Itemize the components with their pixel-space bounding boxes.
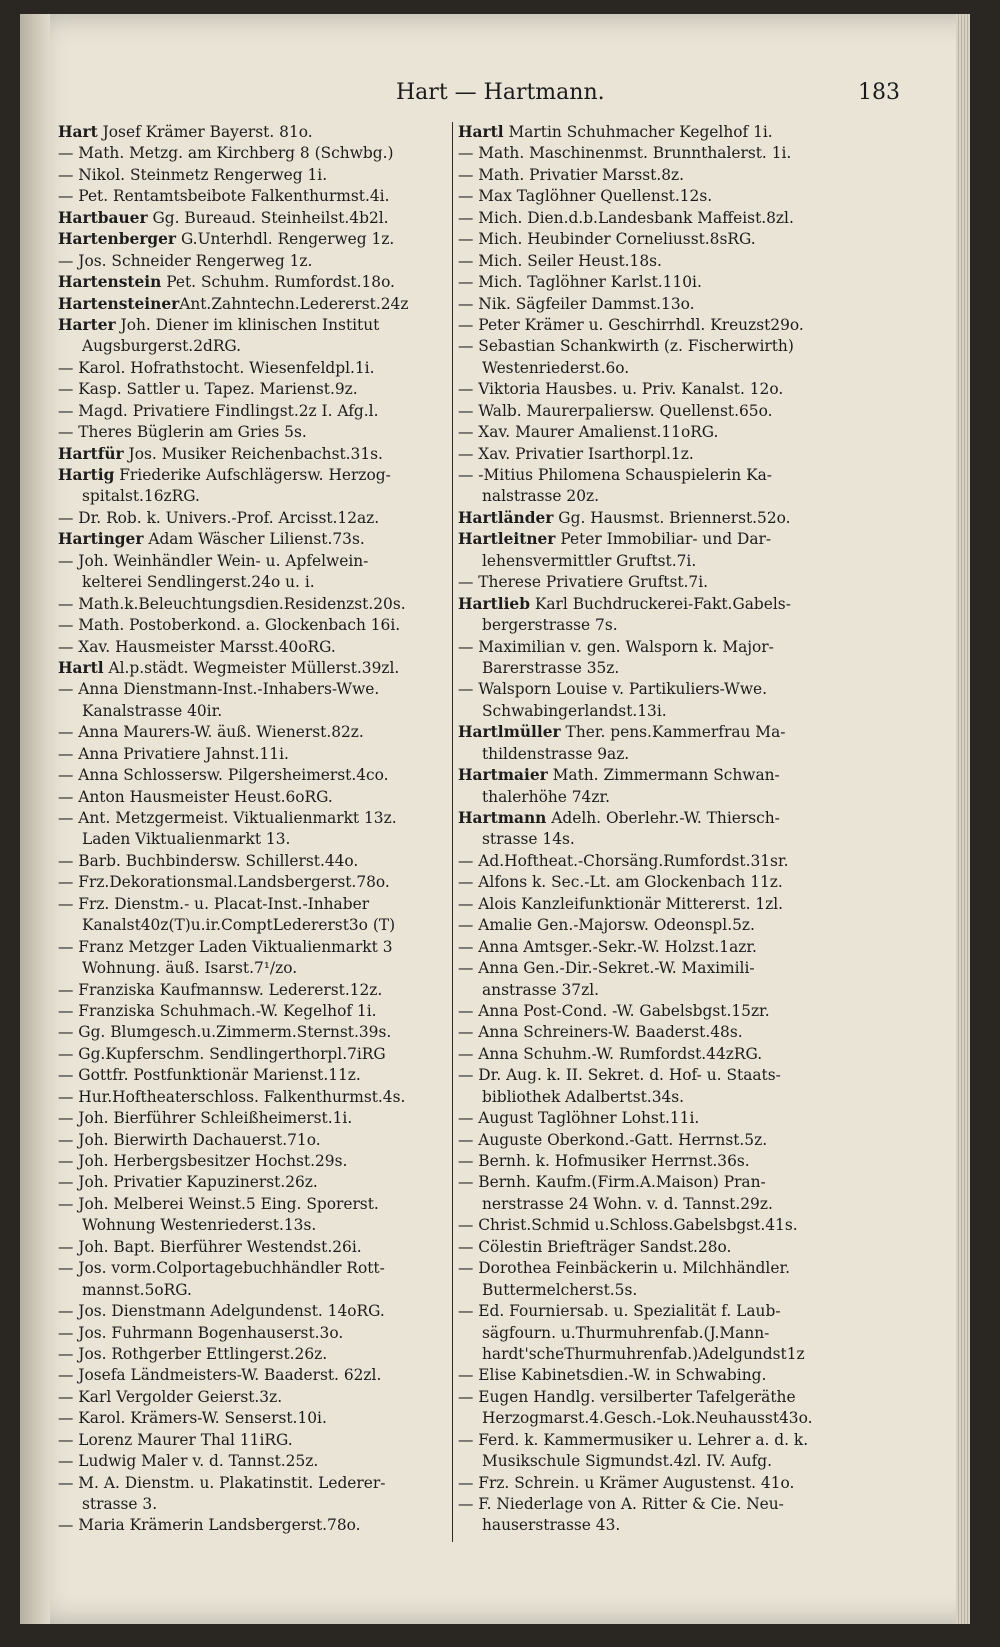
directory-entry [58,229,453,250]
directory-entry [58,937,453,958]
directory-entry [458,1172,853,1193]
directory-entry [58,1087,453,1108]
directory-entry [58,294,453,315]
directory-entry [458,679,853,700]
entry-surname: Hartfür [58,444,124,463]
directory-entry [58,1280,453,1301]
entry-surname: Hartl [58,658,104,677]
entry-text: Ther. pens.Kammerfrau Ma- [560,723,786,742]
directory-entry [58,122,453,143]
directory-entry [458,1151,853,1172]
entry-text: — Maria Krämerin Landsbergerst.78o. [58,1516,361,1535]
entry-text: — Max Taglöhner Quellenst.12s. [458,187,713,206]
entry-text: — Peter Krämer u. Geschirrhdl. Kreuzst29o. [458,315,804,334]
directory-entry [458,315,853,336]
entry-surname: Hartlieb [458,594,530,613]
directory-entry [458,851,853,872]
directory-entry [58,722,453,743]
page-number: 183 [858,80,900,105]
directory-entry [58,1365,453,1386]
directory-entry [458,615,853,636]
entry-text: — Josefa Ländmeisters-W. Baaderst. 62zl. [58,1366,382,1385]
entry-text: — Math. Metzg. am Kirchberg 8 (Schwbg.) [58,144,394,163]
directory-entry [458,208,853,229]
directory-entry [58,422,453,443]
entry-text: — Franziska Schuhmach.-W. Kegelhof 1i. [58,1001,377,1020]
entry-text: hauserstrasse 43. [482,1516,621,1535]
entry-text: — Sebastian Schankwirth (z. Fischerwirth) [458,337,794,356]
entry-text: — Mich. Dien.d.b.Landesbank Maffeist.8zl. [458,208,794,227]
entry-text: — Ad.Hoftheat.-Chorsäng.Rumfordst.31sr. [458,851,789,870]
entry-text: — Joh. Privatier Kapuzinerst.26z. [58,1173,318,1192]
entry-text: — Alfons k. Sec.-Lt. am Glockenbach 11z. [458,873,783,892]
directory-entry [458,272,853,293]
directory-entry [458,1044,853,1065]
directory-entry [58,165,453,186]
directory-entry [458,1194,853,1215]
entry-text: Karl Buchdruckerei-Fakt.Gabels- [529,594,791,613]
directory-entry [458,444,853,465]
directory-entry [458,722,853,743]
entry-text: — Viktoria Hausbes. u. Priv. Kanalst. 12o. [458,380,784,399]
entry-text: Kanalstrasse 40ir. [82,701,223,720]
directory-entry [58,272,453,293]
entry-text: — -Mitius Philomena Schauspielerin Ka- [458,466,772,484]
directory-entry [58,1151,453,1172]
entry-text: Josef Krämer Bayerst. 81o. [97,123,313,141]
left-column [58,122,453,1602]
directory-entry [58,1237,453,1258]
directory-entry [58,529,453,550]
entry-text: — Anna Post-Cond. -W. Gabelsbgst.15zr. [458,1001,770,1020]
directory-entry [458,1451,853,1472]
directory-entry [458,401,853,422]
directory-entry [458,872,853,893]
directory-entry [458,1258,853,1279]
entry-text: nerstrasse 24 Wohn. v. d. Tannst.29z. [482,1194,773,1213]
entry-text: — Theres Büglerin am Gries 5s. [58,423,307,442]
entry-surname: Hartenstein [58,273,162,292]
directory-entry [58,1515,453,1536]
directory-entry [58,401,453,422]
entry-text: — Math. Maschinenmst. Brunnthalerst. 1i. [458,144,792,163]
directory-entry [58,594,453,615]
entry-text: — Pet. Rentamtsbeibote Falkenthurmst.4i. [58,187,390,206]
entry-text: anstrasse 37zl. [482,980,600,999]
directory-entry [58,958,453,979]
entry-text: — Gg.Kupferschm. Sendlingerthorpl.7iRG [58,1044,386,1063]
entry-text: — Joh. Melberei Weinst.5 Eing. Sporerst. [58,1194,379,1213]
entry-text: Adam Wäscher Lilienst.73s. [143,530,365,549]
entry-text: — Frz.Dekorationsmal.Landsbergerst.78o. [58,873,390,892]
directory-entry [458,1280,853,1301]
entry-text: — Anna Gen.-Dir.-Sekret.-W. Maximili- [458,959,755,978]
directory-entry [458,572,853,593]
entry-text: — Jos. Rothgerber Ettlingerst.26z. [58,1344,328,1363]
entry-text: — Joh. Bapt. Bierführer Westendst.26i. [58,1237,362,1256]
directory-entry [458,1344,853,1365]
entry-text: Westenriederst.6o. [482,358,630,377]
directory-entry [58,1323,453,1344]
entry-surname: Hartmann [458,809,547,827]
entry-text: thalerhöhe 74zr. [482,787,611,806]
entry-text: Barerstrasse 35z. [482,658,620,677]
entry-text: — Jos. Dienstmann Adelgundenst. 14oRG. [58,1302,385,1321]
entry-text: spitalst.16zRG. [82,487,200,506]
entry-text: Al.p.städt. Wegmeister Müllerst.39zl. [103,658,400,677]
entry-text: — Walb. Maurerpaliersw. Quellenst.65o. [458,401,773,420]
entry-text: — Math.k.Beleuchtungsdien.Residenzst.20s. [58,594,406,613]
directory-entry [458,229,853,250]
entry-text: Augsburgerst.2dRG. [82,337,242,356]
entry-text: Peter Immobiliar- und Dar- [555,530,772,549]
directory-entry [58,1108,453,1129]
entry-surname: Hartleitner [458,530,556,549]
entry-text: — Therese Privatiere Gruftst.7i. [458,573,709,592]
entry-text: — Ant. Metzgermeist. Viktualienmarkt 13z. [58,809,397,827]
directory-entry [458,980,853,1001]
entry-text: — Franziska Kaufmannsw. Ledererst.12z. [58,980,383,999]
entry-text: — Anton Hausmeister Heust.6oRG. [58,787,333,806]
entry-text: kelterei Sendlingerst.24o u. i. [82,573,315,592]
entry-text: — Frz. Dienstm.- u. Placat-Inst.-Inhaber [58,894,370,913]
entry-surname: Hartensteiner [58,294,180,313]
directory-entry [58,1258,453,1279]
entry-text: — Alois Kanzleifunktionär Mittererst. 1zl. [458,894,784,913]
directory-entry [58,872,453,893]
directory-entry [58,851,453,872]
directory-entry [458,251,853,272]
entry-text: — Joh. Herbergsbesitzer Hochst.29s. [58,1152,348,1170]
directory-entry [458,808,853,829]
entry-surname: Hartbauer [58,208,148,227]
column-divider [452,122,453,1542]
directory-entry [58,679,453,700]
entry-text: — Dorothea Feinbäckerin u. Milchhändler. [458,1259,791,1278]
directory-entry [58,1022,453,1043]
directory-entry [458,894,853,915]
entry-text: Jos. Musiker Reichenbachst.31s. [123,444,383,463]
directory-entry [458,186,853,207]
entry-text: — Cölestin Briefträger Sandst.28o. [458,1237,732,1256]
directory-entry [458,551,853,572]
entry-text: mannst.5oRG. [82,1280,192,1299]
directory-entry [458,1301,853,1322]
directory-entry [458,486,853,507]
directory-entry [58,765,453,786]
entry-text: — Kasp. Sattler u. Tapez. Marienst.9z. [58,380,358,399]
entry-text: — Bernh. k. Hofmusiker Herrnst.36s. [458,1152,750,1170]
directory-entry [58,1001,453,1022]
directory-entry [458,765,853,786]
entry-text: — August Taglöhner Lohst.11i. [458,1109,700,1128]
header-title: Hart — Hartmann. [396,80,605,105]
directory-entry [58,701,453,722]
entry-text: — Anna Schuhm.-W. Rumfordst.44zRG. [458,1044,763,1063]
directory-entry [58,572,453,593]
entry-text: Pet. Schuhm. Rumfordst.18o. [161,273,395,292]
entry-text: Buttermelcherst.5s. [482,1280,638,1299]
directory-entry [58,379,453,400]
entry-text: — Jos. vorm.Colportagebuchhändler Rott- [58,1259,385,1278]
directory-entry [458,379,853,400]
directory-entry [458,358,853,379]
entry-text: strasse 14s. [482,830,575,849]
entry-text: nalstrasse 20z. [482,487,600,506]
directory-entry [58,1301,453,1322]
directory-entry [58,1130,453,1151]
entry-text: — Elise Kabinetsdien.-W. in Schwabing. [458,1366,767,1385]
directory-entry [458,637,853,658]
entry-text: strasse 3. [82,1495,158,1513]
directory-entry [58,658,453,679]
directory-entry [58,508,453,529]
directory-entry [458,1001,853,1022]
directory-entry [58,1344,453,1365]
entry-text: — Xav. Hausmeister Marsst.40oRG. [58,637,336,656]
directory-entry [58,208,453,229]
entry-text: Schwabingerlandst.13i. [482,701,667,720]
entry-text: — Ed. Fourniersab. u. Spezialität f. Laub- [458,1302,781,1321]
directory-entry [458,594,853,615]
directory-entry [58,551,453,572]
entry-text: — Gg. Blumgesch.u.Zimmerm.Sternst.39s. [58,1023,392,1042]
entry-surname: Hart [58,123,98,141]
entry-surname: Hartig [58,466,115,484]
entry-text: — Anna Schlossersw. Pilgersheimerst.4co. [58,766,389,785]
directory-entry [58,251,453,272]
directory-entry [458,1387,853,1408]
directory-entry [458,122,853,143]
directory-entry [458,508,853,529]
directory-entry [58,808,453,829]
entry-text: Friederike Aufschlägersw. Herzog- [114,466,391,484]
entry-text: — Walsporn Louise v. Partikuliers-Wwe. [458,680,768,699]
entry-text: — Jos. Schneider Rengerweg 1z. [58,251,313,270]
entry-text: — Joh. Bierwirth Dachauerst.71o. [58,1130,321,1149]
directory-entry [458,1515,853,1536]
directory-entry [58,143,453,164]
directory-entry [58,1044,453,1065]
right-column [458,122,853,1602]
directory-entry [458,958,853,979]
directory-entry [458,701,853,722]
directory-entry [458,744,853,765]
directory-entry [458,1087,853,1108]
directory-entry [458,1130,853,1151]
entry-text: bibliothek Adalbertst.34s. [482,1087,685,1106]
directory-entry [58,186,453,207]
entry-text: Math. Zimmermann Schwan- [547,766,780,785]
directory-entry [58,465,453,486]
directory-entry [58,444,453,465]
directory-entry [458,1108,853,1129]
directory-entry [458,1365,853,1386]
entry-text: — Dr. Aug. k. II. Sekret. d. Hof- u. Staats- [458,1066,781,1085]
directory-entry [58,637,453,658]
directory-entry [58,1215,453,1236]
entry-text: — Magd. Privatiere Findlingst.2z I. Afg.l. [58,401,379,420]
entry-text: — Ludwig Maler v. d. Tannst.25z. [58,1452,319,1471]
directory-entry [58,315,453,336]
directory-entry [58,915,453,936]
directory-entry [58,1172,453,1193]
entry-text: sägfourn. u.Thurmuhrenfab.(J.Mann- [482,1323,770,1342]
entry-text: — Nikol. Steinmetz Rengerweg 1i. [58,165,328,184]
entry-text: Herzogmarst.4.Gesch.-Lok.Neuhausst43o. [482,1409,813,1428]
directory-entry [458,1215,853,1236]
directory-entry [58,615,453,636]
directory-entry [458,658,853,679]
entry-text: — Lorenz Maurer Thal 11iRG. [58,1430,293,1449]
directory-entry [458,465,853,486]
directory-entry [458,1494,853,1515]
entry-text: bergerstrasse 7s. [482,616,618,635]
entry-text: lehensvermittler Gruftst.7i. [482,551,697,570]
directory-entry [58,829,453,850]
directory-entry [458,1323,853,1344]
directory-entry [458,787,853,808]
directory-entry [458,1473,853,1494]
directory-entry [58,894,453,915]
entry-surname: Hartlmüller [458,723,561,742]
entry-text: — Amalie Gen.-Majorsw. Odeonspl.5z. [458,916,755,935]
entry-text: — Mich. Heubinder Corneliusst.8sRG. [458,230,756,249]
directory-entry [458,1065,853,1086]
entry-text: — Eugen Handlg. versilberter Tafelgeräthe [458,1387,796,1406]
entry-surname: Hartl [458,123,504,141]
directory-entry [58,1494,453,1515]
directory-entry [458,937,853,958]
directory-entry [458,1237,853,1258]
entry-text: — Math. Postoberkond. a. Glockenbach 16i. [58,616,401,635]
entry-text: — M. A. Dienstm. u. Plakatinstit. Lederer- [58,1473,386,1492]
entry-text: — Math. Privatier Marsst.8z. [458,165,685,184]
entry-text: — Mich. Taglöhner Karlst.110i. [458,273,702,292]
directory-entry [458,1408,853,1429]
directory-entry [58,1065,453,1086]
directory-entry [58,1194,453,1215]
entry-text: Adelh. Oberlehr.-W. Thiersch- [546,809,780,827]
entry-text: — Anna Maurers-W. äuß. Wienerst.82z. [58,723,364,742]
entry-text: — Hur.Hoftheaterschloss. Falkenthurmst.4s. [58,1087,406,1106]
entry-text: Gg. Bureaud. Steinheilst.4b2l. [147,208,389,227]
entry-text: — Gottfr. Postfunktionär Marienst.11z. [58,1066,361,1085]
directory-entry [458,529,853,550]
entry-text: — Joh. Bierführer Schleißheimerst.1i. [58,1109,353,1128]
entry-text: Laden Viktualienmarkt 13. [82,830,291,849]
page-edge [956,14,970,1624]
entry-text: — Anna Amtsger.-Sekr.-W. Holzst.1azr. [458,937,757,956]
directory-entry [458,294,853,315]
directory-entry [458,1022,853,1043]
page-header [80,80,900,112]
entry-text: — Xav. Privatier Isarthorpl.1z. [458,444,694,463]
directory-entry [58,1451,453,1472]
entry-text: — Frz. Schrein. u Krämer Augustenst. 41o. [458,1473,795,1492]
entry-text: Wohnung Westenriederst.13s. [82,1216,317,1235]
directory-entry [58,1430,453,1451]
entry-surname: Hartländer [458,508,554,527]
entry-surname: Hartinger [58,530,144,549]
entry-surname: Hartmaier [458,766,548,785]
entry-text: — Dr. Rob. k. Univers.-Prof. Arcisst.12az. [58,508,380,527]
page-binding [20,14,50,1624]
entry-text: — Maximilian v. gen. Walsporn k. Major- [458,637,774,656]
entry-text: — Xav. Maurer Amalienst.11oRG. [458,423,719,442]
entry-text: — Barb. Buchbindersw. Schillerst.44o. [58,851,359,870]
entry-text: — Christ.Schmid u.Schloss.Gabelsbgst.41s. [458,1216,798,1235]
entry-text: — F. Niederlage von A. Ritter & Cie. Neu- [458,1495,784,1513]
entry-text: — Nik. Sägfeiler Dammst.13o. [458,294,695,313]
directory-entry [58,1387,453,1408]
entry-text: — Karl Vergolder Geierst.3z. [58,1387,283,1406]
directory-entry [58,336,453,357]
entry-text: — Anna Privatiere Jahnst.11i. [58,744,289,763]
directory-entry [58,1408,453,1429]
directory-entry [458,829,853,850]
entry-text: Joh. Diener im klinischen Institut [115,315,380,334]
entry-text: — Mich. Seiler Heust.18s. [458,251,662,270]
entry-text: — Karol. Krämers-W. Senserst.10i. [58,1409,327,1428]
directory-entry [58,787,453,808]
directory-entry [458,422,853,443]
directory-entry [58,980,453,1001]
directory-entry [458,165,853,186]
entry-text: Musikschule Sigmundst.4zl. IV. Aufg. [482,1452,773,1471]
entry-text: Kanalst40z(T)u.ir.ComptLedererst3o (T) [82,916,396,935]
directory-entry [458,336,853,357]
entry-text: — Anna Dienstmann-Inst.-Inhabers-Wwe. [58,680,380,699]
entry-text: — Franz Metzger Laden Viktualienmarkt 3 [58,937,393,956]
entry-text: G.Unterhdl. Rengerweg 1z. [176,230,395,249]
directory-entry [58,744,453,765]
entry-text: Ant.Zahntechn.Ledererst.24z [179,294,409,313]
directory-entry [458,143,853,164]
directory-entry [58,1473,453,1494]
entry-text: hardt'scheThurmuhrenfab.)Adelgundst1z [482,1344,805,1363]
directory-page [20,14,970,1624]
entry-surname: Harter [58,315,116,334]
entry-text: — Anna Schreiners-W. Baaderst.48s. [458,1023,743,1042]
entry-text: — Karol. Hofrathstocht. Wiesenfeldpl.1i. [58,358,375,377]
entry-text: — Auguste Oberkond.-Gatt. Herrnst.5z. [458,1130,768,1149]
entry-text: thildenstrasse 9az. [482,744,630,763]
entry-text: Gg. Hausmst. Briennerst.52o. [553,508,791,527]
entry-text: — Jos. Fuhrmann Bogenhauserst.3o. [58,1323,344,1342]
directory-entry [58,358,453,379]
directory-entry [58,486,453,507]
directory-entry [458,915,853,936]
directory-entry [458,1430,853,1451]
entry-text: — Ferd. k. Kammermusiker u. Lehrer a. d. k. [458,1430,809,1449]
entry-text: Wohnung. äuß. Isarst.7¹/zo. [82,959,298,978]
entry-text: — Bernh. Kaufm.(Firm.A.Maison) Pran- [458,1173,766,1192]
entry-text: Martin Schuhmacher Kegelhof 1i. [503,123,773,141]
entry-surname: Hartenberger [58,230,177,249]
entry-text: — Joh. Weinhändler Wein- u. Apfelwein- [58,551,369,570]
